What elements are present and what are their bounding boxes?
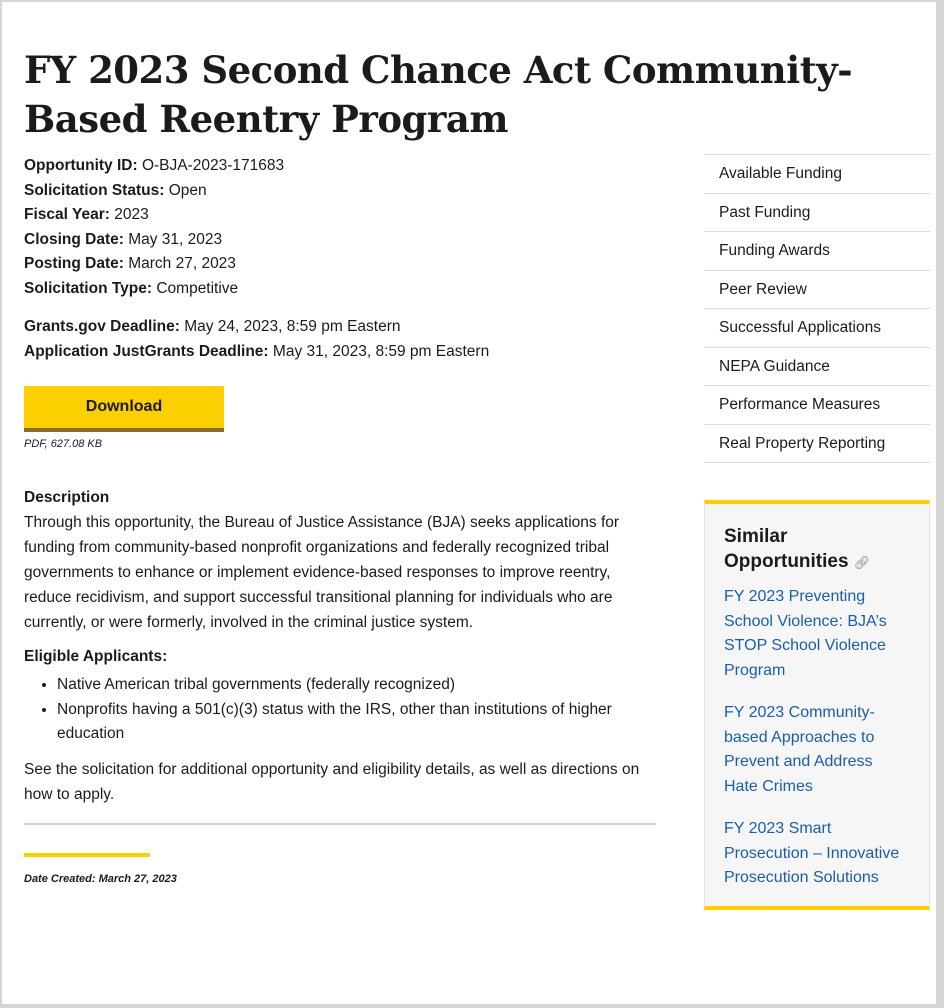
meta-fiscal-year: Fiscal Year: 2023 bbox=[24, 206, 149, 223]
meta-solicitation-type: Solicitation Type: Competitive bbox=[24, 279, 239, 297]
date-created: Date Created: March 27, 2023 bbox=[24, 872, 177, 885]
nav-nepa-guidance[interactable]: NEPA Guidance bbox=[704, 348, 930, 387]
divider bbox=[24, 823, 656, 825]
list-item: • Native American tribal governments (federally recognized) bbox=[57, 673, 656, 698]
eligible-heading: Eligible Applicants: bbox=[24, 648, 168, 665]
justgrants-deadline: Application JustGrants Deadline: May 31, 2023, 8:59 pm Eastern bbox=[24, 342, 490, 360]
metadata-list bbox=[24, 154, 656, 301]
accent-bar bbox=[24, 853, 150, 857]
nav-past-funding[interactable]: Past Funding bbox=[704, 194, 930, 233]
meta-closing-date: Closing Date: May 31, 2023 bbox=[24, 230, 223, 248]
page-title: FY 2023 Second Chance Act Community-Based Reentry Program bbox=[24, 48, 853, 141]
meta-opportunity-id: Opportunity ID: O-BJA-2023-171683 bbox=[24, 157, 285, 174]
meta-status: Solicitation Status: Open bbox=[24, 181, 207, 199]
description-text: Through this opportunity, the Bureau of Justice Assistance (BJA) seeks applications for funding from community-based nonprofit organizations and federally recognized tribal governments to enhance or implement evidence-based responses to improve reentry, reduce recidivism, and support successful transitional planning for individuals who are currently, or were formerly, involved in the criminal justice system. bbox=[24, 514, 620, 631]
similar-link[interactable]: FY 2023 Smart Prosecution – Innovative Prosecution Solutions bbox=[724, 820, 900, 886]
nav-available-funding[interactable]: Available Funding bbox=[704, 155, 930, 194]
link-icon[interactable]: 🔗︎ bbox=[853, 555, 871, 570]
similar-opportunities bbox=[704, 500, 930, 910]
similar-link[interactable]: FY 2023 Preventing School Violence: BJA’s STOP School Violence Program bbox=[724, 588, 887, 679]
nav-real-property-reporting[interactable]: Real Property Reporting bbox=[704, 425, 930, 464]
similar-heading: Similar Opportunities 🔗︎ bbox=[724, 526, 871, 572]
nav-performance-measures[interactable]: Performance Measures bbox=[704, 386, 930, 425]
download-button[interactable]: Download bbox=[24, 386, 224, 432]
main-content bbox=[24, 154, 656, 885]
nav-funding-awards[interactable]: Funding Awards bbox=[704, 232, 930, 271]
list-item: • Nonprofits having a 501(c)(3) status with the IRS, other than institutions of higher education bbox=[57, 698, 656, 747]
see-solicitation-text: See the solicitation for additional opportunity and eligibility details, as well as directions on how to apply. bbox=[24, 760, 640, 803]
file-size: PDF, 627.08 KB bbox=[24, 438, 103, 450]
eligible-list bbox=[57, 673, 656, 747]
deadlines bbox=[24, 315, 656, 364]
similar-link[interactable]: FY 2023 Community-based Approaches to Prevent and Address Hate Crimes bbox=[724, 704, 875, 795]
sidebar-nav bbox=[704, 154, 930, 463]
grants-gov-deadline: Grants.gov Deadline: May 24, 2023, 8:59 pm Eastern bbox=[24, 318, 401, 335]
meta-posting-date: Posting Date: March 27, 2023 bbox=[24, 255, 236, 272]
description-heading: Description bbox=[24, 489, 110, 506]
nav-successful-applications[interactable]: Successful Applications bbox=[704, 309, 930, 348]
nav-peer-review[interactable]: Peer Review bbox=[704, 271, 930, 310]
